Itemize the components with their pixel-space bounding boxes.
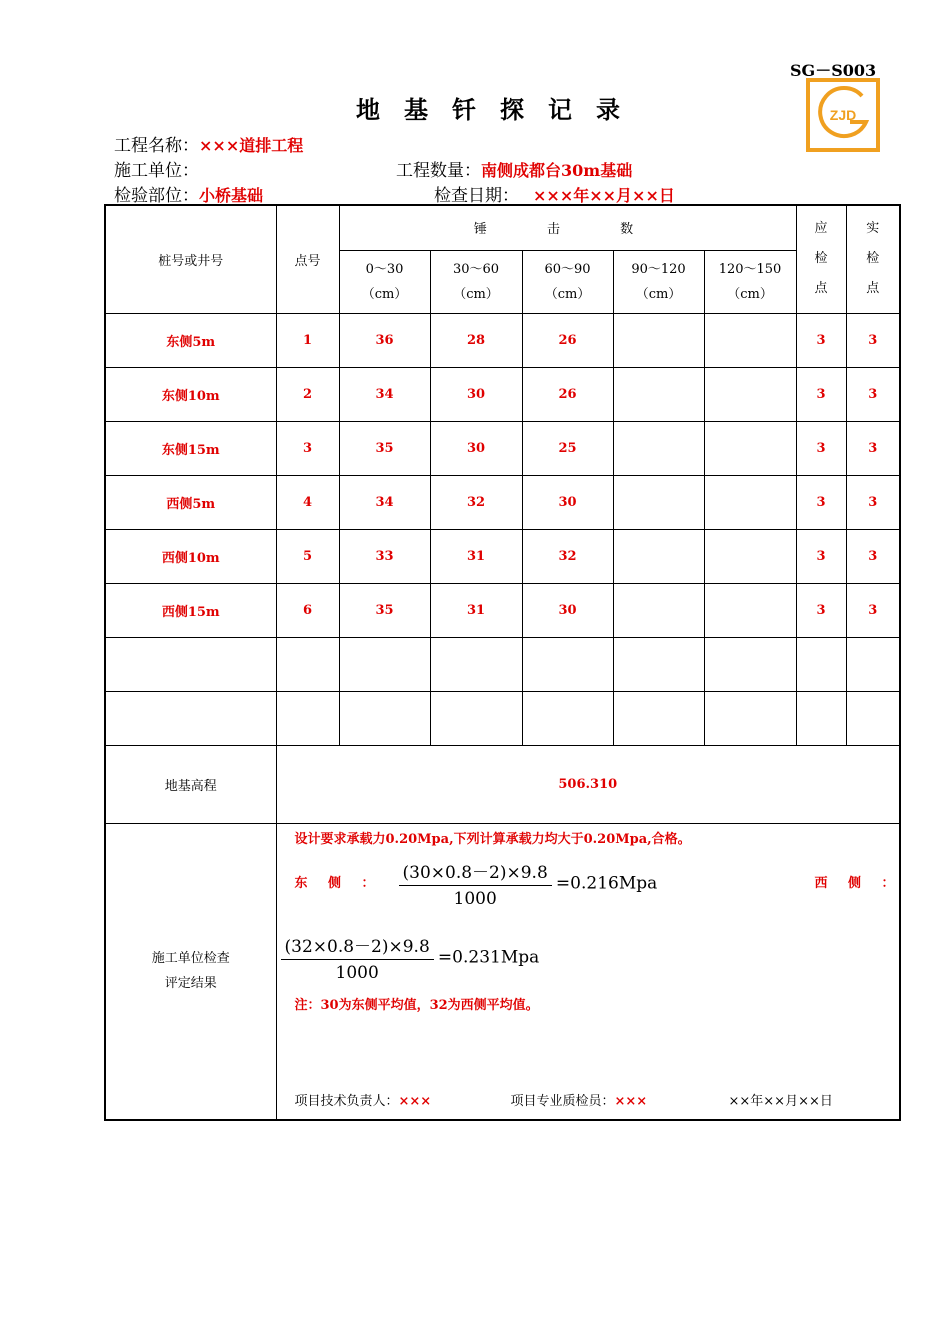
project-name-value: ×××道排工程 bbox=[199, 136, 304, 155]
quantity-label: 工程数量： bbox=[396, 161, 481, 181]
table-row bbox=[105, 637, 900, 691]
date-row bbox=[434, 181, 675, 206]
location-value: 小桥基础 bbox=[199, 186, 264, 205]
form-code: SG－S003 bbox=[790, 61, 877, 80]
location-label: 检验部位： bbox=[114, 186, 199, 206]
date-label: 检查日期： bbox=[434, 186, 519, 206]
header-depth-0: 0～30 （cm） bbox=[339, 250, 430, 313]
note-text: 注：30为东侧平均值，32为西侧平均值。 bbox=[294, 997, 539, 1013]
east-label: 东 侧 ： bbox=[294, 875, 383, 891]
logo-text: ZJD bbox=[829, 107, 857, 123]
header-pile: 桩号或井号 bbox=[105, 205, 276, 313]
quantity-row bbox=[396, 156, 632, 181]
elevation-value: 506.310 bbox=[276, 745, 900, 823]
requirement-text: 设计要求承载力0.20Mpa,下列计算承载力均大于0.20Mpa,合格。 bbox=[294, 831, 691, 847]
tech-lead-sign: 项目技术负责人：××× bbox=[294, 1093, 432, 1109]
header-should-check: 应 检 点 bbox=[796, 205, 846, 313]
quantity-value: 南侧成都台30m基础 bbox=[481, 161, 633, 180]
table-row: 东侧5m 1 36 28 26 3 3 bbox=[105, 313, 900, 367]
east-formula: $\frac{(30\times 0.8-2)\times 9.8}{1000}$ =0.216Mpa bbox=[399, 858, 658, 909]
header-depth-3: 90～120 （cm） bbox=[613, 250, 704, 313]
header-actual-check: 实 检 点 bbox=[846, 205, 900, 313]
elevation-label: 地基高程 bbox=[105, 745, 276, 823]
evaluation-label: 施工单位检查 评定结果 bbox=[105, 823, 276, 1120]
unit-row bbox=[114, 156, 199, 181]
qc-sign: 项目专业质检员：××× bbox=[510, 1093, 648, 1109]
location-row bbox=[114, 181, 263, 206]
evaluation-cell bbox=[276, 823, 903, 1120]
project-name-row bbox=[114, 131, 303, 156]
west-formula: $\frac{(32\times 0.8-2)\times 9.8}{1000}$ =0.231Mpa bbox=[281, 932, 540, 983]
project-name-label: 工程名称： bbox=[114, 136, 199, 156]
sign-date: ××年××月××日 bbox=[728, 1093, 833, 1109]
table-row: 东侧10m 2 34 30 26 3 3 bbox=[105, 367, 900, 421]
table-row bbox=[105, 691, 900, 745]
table-row: 西侧5m 4 34 32 30 3 3 bbox=[105, 475, 900, 529]
table-row: 西侧15m 6 35 31 30 3 3 bbox=[105, 583, 900, 637]
header-blows: 锤 击 数 bbox=[339, 205, 796, 250]
table-row: 西侧10m 5 33 31 32 3 3 bbox=[105, 529, 900, 583]
west-label: 西 侧 ： bbox=[814, 875, 903, 891]
header-depth-1: 30～60 （cm） bbox=[430, 250, 522, 313]
header-depth-2: 60～90 （cm） bbox=[522, 250, 613, 313]
probe-record-table bbox=[104, 204, 901, 1121]
header-depth-4: 120～150 （cm） bbox=[704, 250, 796, 313]
unit-label: 施工单位： bbox=[114, 161, 199, 181]
date-value: ×××年××月××日 bbox=[533, 186, 675, 205]
header-point: 点号 bbox=[276, 205, 339, 313]
table-row: 东侧15m 3 35 30 25 3 3 bbox=[105, 421, 900, 475]
page-title: 地基钎探记录 bbox=[356, 95, 644, 124]
